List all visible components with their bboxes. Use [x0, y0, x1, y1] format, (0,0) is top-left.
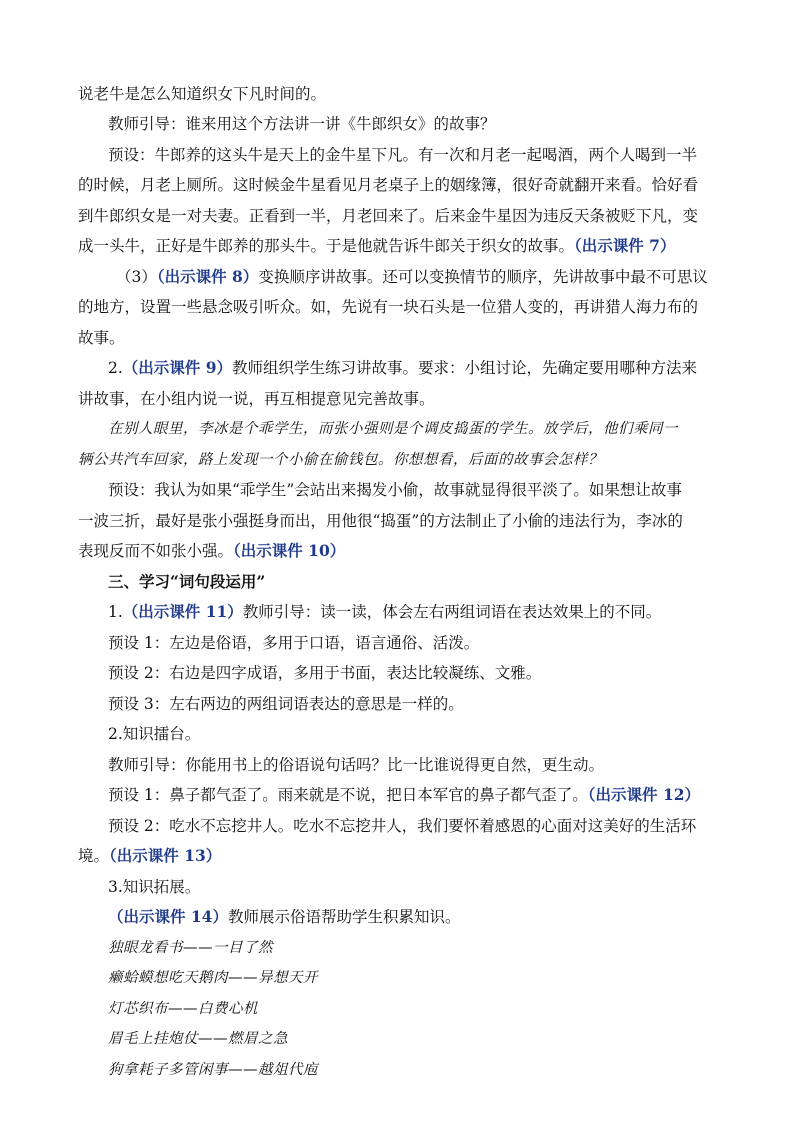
slide-reference: （出示课件 11） — [122, 602, 243, 621]
item-line: （出示课件 14）教师展示俗语帮助学生积累知识。 — [108, 907, 461, 926]
paragraph-line: 讲故事，在小组内说一说，再互相提意见完善故事。 — [78, 390, 435, 408]
preset-line: 预设：我认为如果“乖学生”会站出来揭发小偷，故事就显得很平淡了。如果想让故事 — [108, 481, 682, 499]
item-line: 1.（出示课件 11）教师引导：读一读，体会左右两组词语在表达效果上的不同。 — [108, 602, 662, 621]
slide-reference: （出示课件 8） — [156, 267, 259, 286]
paragraph-line: 故事。 — [78, 329, 125, 347]
section-heading: 三、学习“词句段运用” — [108, 572, 266, 591]
slide-reference: （出示课件 9） — [122, 358, 232, 377]
proverb-item: 狗拿耗子多管闲事——越俎代庖 — [108, 1062, 318, 1078]
paragraph-line: 境。（出示课件 13） — [78, 846, 222, 865]
slide-reference: （出示课件 7） — [574, 236, 676, 255]
paragraph-line: 表现反而不如张小强。（出示课件 10） — [78, 541, 346, 560]
paragraph-line: 的时候，月老上厕所。这时候金牛星看见月老桌子上的姻缘簿，很好奇就翻开来看。恰好看 — [78, 176, 699, 194]
paragraph-line: 到牛郎织女是一对夫妻。正看到一半，月老回来了。后来金牛星因为违反天条被贬下凡，变 — [78, 207, 699, 225]
preset-line: 预设 2：右边是四字成语，多用于书面，表达比较凝练、文雅。 — [108, 664, 542, 682]
preset-line: 预设 1：鼻子都气歪了。雨来就是不说，把日本军官的鼻子都气歪了。（出示课件 12） — [108, 785, 701, 804]
proverb-item: 独眼龙看书——一目了然 — [108, 940, 273, 956]
item-line: 2.知识擂台。 — [108, 725, 201, 743]
slide-reference: （出示课件 13） — [109, 846, 222, 865]
paragraph-line: 说老牛是怎么知道织女下凡时间的。 — [78, 85, 327, 103]
preset-line: 预设 1：左边是俗语，多用于口语，语言通俗、活泼。 — [108, 634, 480, 652]
proverb-item: 灯芯织布——白费心机 — [108, 1001, 258, 1017]
story-prompt-line: 辆公共汽车回家，路上发现一个小偷在偷钱包。你想想看，后面的故事会怎样？ — [78, 452, 603, 468]
teacher-guidance-line: 教师引导：谁来用这个方法讲一讲《牛郎织女》的故事？ — [108, 115, 496, 133]
preset-line: 预设 3：左右两边的两组词语表达的意思是一样的。 — [108, 695, 464, 713]
paragraph-line: 一波三折，最好是张小强挺身而出，用他很“捣蛋”的方法制止了小偷的违法行为，李冰的 — [78, 512, 683, 530]
item-line: 2.（出示课件 9）教师组织学生练习讲故事。要求：小组讨论，先确定要用哪种方法来 — [108, 358, 697, 377]
proverb-item: 癞蛤蟆想吃天鹅肉——异想天开 — [108, 970, 318, 986]
teacher-guidance-line: 教师引导：你能用书上的俗语说句话吗？比一比谁说得更自然，更生动。 — [108, 756, 605, 774]
item-line: （3）（出示课件 8）变换顺序讲故事。还可以变换情节的顺序，先讲故事中最不可思议 — [116, 267, 708, 286]
preset-line: 预设 2：吃水不忘挖井人。吃水不忘挖井人，我们要怀着感恩的心面对这美好的生活环 — [108, 817, 697, 835]
story-prompt-line: 在别人眼里，李冰是个乖学生，而张小强则是个调皮捣蛋的学生。放学后，他们乘同一 — [108, 421, 678, 437]
slide-reference: （出示课件 10） — [233, 541, 346, 560]
paragraph-line: 的地方，设置一些悬念吸引听众。如，先说有一块石头是一位猎人变的，再讲猎人海力布的 — [78, 298, 699, 316]
item-line: 3.知识拓展。 — [108, 878, 201, 896]
proverb-item: 眉毛上挂炮仗——燃眉之急 — [108, 1031, 288, 1047]
preset-line: 预设：牛郎养的这头牛是天上的金牛星下凡。有一次和月老一起喝酒，两个人喝到一半 — [108, 146, 698, 164]
paragraph-line: 成一头牛，正好是牛郎养的那头牛。于是他就告诉牛郎关于织女的故事。（出示课件 7） — [78, 236, 676, 255]
slide-reference: （出示课件 14） — [108, 907, 228, 926]
slide-reference: （出示课件 12） — [587, 785, 701, 804]
